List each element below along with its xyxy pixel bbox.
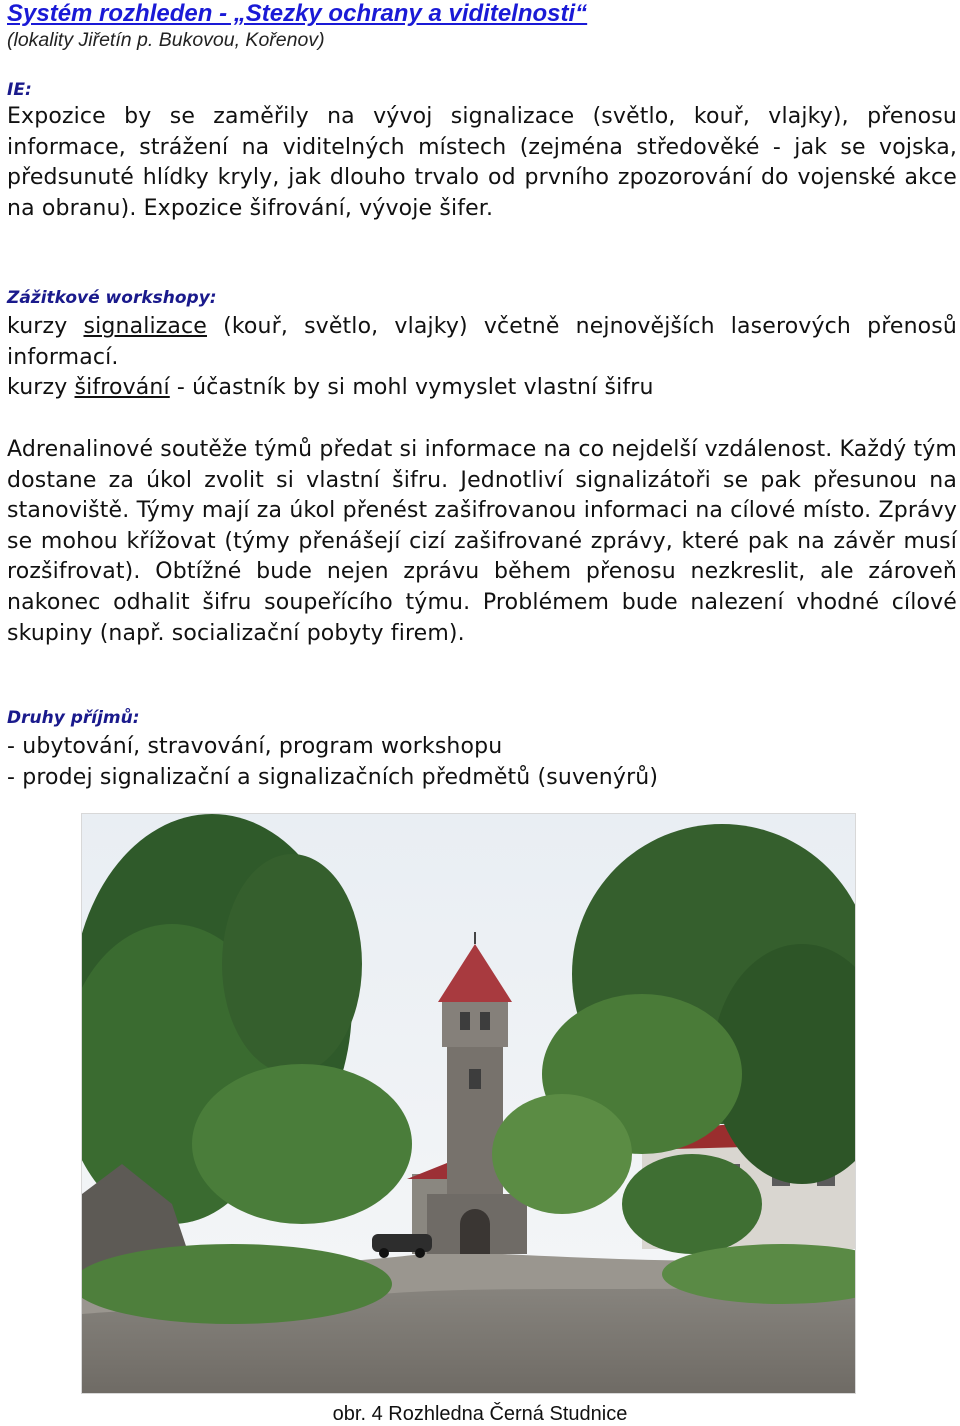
income-heading: Druhy příjmů: (7, 708, 140, 728)
keyword-sifrovani: šifrování (74, 375, 170, 401)
workshops-line-signalizace (7, 312, 957, 373)
workshops-line1-prefix: kurzy (7, 314, 84, 339)
locality-subtitle: (lokality Jiřetín p. Bukovou, Kořenov) (7, 29, 325, 51)
photo-caption: obr. 4 Rozhledna Černá Studnice (332, 1403, 628, 1425)
income-item: - ubytování, stravování, program workshopu (7, 734, 503, 759)
workshops-line1-rest: (kouř, světlo, vlajky) včetně nejnovějších laserových přenosů informací. (7, 314, 957, 370)
workshops-line-sifrovani (7, 373, 957, 404)
ie-heading: IE: (7, 80, 32, 100)
income-item: - prodej signalizační a signalizačních předmětů (suvenýrů) (7, 764, 659, 790)
lookout-tower-photo (81, 813, 856, 1394)
page-title[interactable]: Systém rozhleden - „Stezky ochrany a viditelnosti“ (7, 0, 588, 27)
adrenaline-paragraph: Adrenalinové soutěže týmů předat si informace na co nejdelší vzdálenost. Každý tým dostane za úkol zvolit si vlastní šifru. Jednotliví signalizátoři se pak přesunou na stanoviště. Týmy mají za úkol přenést zašifrovanou informaci na cílové místo. Zprávy se mohou křížovat (týmy přenášejí cizí zašifrované zprávy, které pak na závěr musí rozšifrovat). Obtížné bude nejen zprávu během přenosu nezkreslit, ale zároveň nakonec odhalit šifru soupeřícího týmu. Problémem bude nalezení vhodné cílové skupiny (např. socializační pobyty firem). (7, 437, 957, 646)
keyword-signalizace: signalizace (83, 314, 207, 339)
workshops-line2-rest: - účastník by si mohl vymyslet vlastní šifru (169, 375, 654, 401)
ie-paragraph: Expozice by se zaměřily na vývoj signalizace (světlo, kouř, vlajky), přenosu informace, strážení na viditelných místech (zejména středověké - jak se vojska, předsunuté hlídky kryly, jak dlouho trvalo od prvního zpozorování do vojenské akce na obranu). Expozice šifrování, vývoje šifer. (7, 104, 957, 221)
workshops-line2-prefix: kurzy (7, 375, 75, 401)
workshops-heading: Zážitkové workshopy: (7, 288, 217, 308)
photo-illustration (82, 814, 855, 1393)
